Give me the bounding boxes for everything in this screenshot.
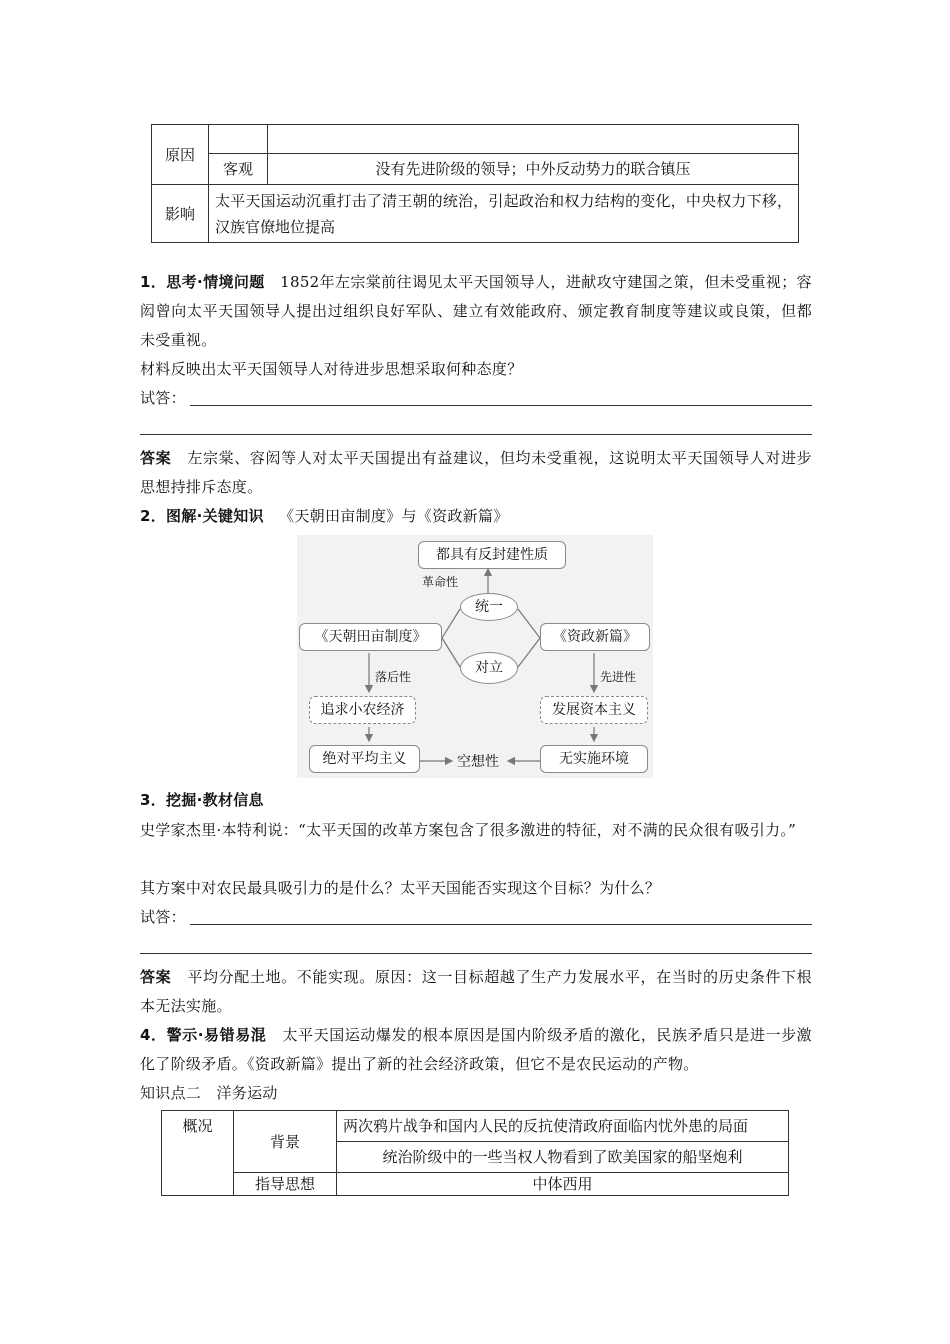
- impact-text: 太平天国运动沉重打击了清王朝的统治，引起政治和权力结构的变化，中央权力下移，汉族官僚地位提高: [209, 185, 799, 243]
- label-advanced: 先进性: [600, 670, 637, 684]
- line-right-to-opposition: [518, 638, 540, 667]
- q1-answer-line-1[interactable]: [190, 405, 812, 406]
- line-right-to-unity: [518, 609, 540, 638]
- box-zizheng: 《资政新篇》: [540, 623, 650, 651]
- q4-number: 4．: [140, 1026, 167, 1044]
- q3-answer-label: 答案: [140, 968, 172, 986]
- objective-text: 没有先进阶级的领导；中外反动势力的联合镇压: [268, 154, 799, 185]
- q1-answer-label: 答案: [140, 449, 172, 467]
- q4-paragraph: [140, 1021, 812, 1079]
- empty-cell: [209, 125, 268, 154]
- q3-heading: [140, 786, 812, 815]
- q2-heading: [140, 502, 812, 531]
- q1-answer: [140, 444, 812, 502]
- background-text-2: 统治阶级中的一些当权人物看到了欧美国家的船坚炮利: [337, 1142, 789, 1173]
- cause-label: 原因: [152, 125, 209, 185]
- q1-answer-text: 左宗棠、容闳等人对太平天国提出有益建议，但均未受重视，这说明太平天国领导人对进步思想持排斥态度。: [140, 449, 812, 496]
- empty-cell: [268, 125, 799, 154]
- q3-question: 其方案中对农民最具吸引力的是什么？太平天国能否实现这个目标？为什么？: [140, 879, 661, 897]
- table-westernization: [161, 1110, 789, 1196]
- objective-label: 客观: [209, 154, 268, 185]
- label-backward: 落后性: [375, 670, 412, 684]
- q4-body: 太平天国运动爆发的根本原因是国内阶级矛盾的激化，民族矛盾只是进一步激化了阶级矛盾。《资政新篇》提出了新的社会经济政策，但它不是农民运动的产物。: [140, 1026, 812, 1073]
- box-small-farmer: 追求小农经济: [309, 696, 416, 724]
- impact-label: 影响: [152, 185, 209, 243]
- box-tianchao: 《天朝田亩制度》: [299, 623, 442, 651]
- line-left-to-opposition: [442, 638, 460, 667]
- section2-title: 知识点二 洋务运动: [140, 1084, 278, 1102]
- q1-answer-line-2[interactable]: [140, 434, 812, 435]
- line-left-to-unity: [442, 609, 460, 638]
- box-egalitarian: 绝对平均主义: [309, 745, 420, 773]
- q3-answer-text: 平均分配土地。不能实现。原因：这一目标超越了生产力发展水平，在当时的历史条件下根本无法实施。: [140, 968, 812, 1015]
- q2-title: 图解·关键知识: [166, 507, 264, 525]
- q3-try-label: 试答：: [140, 908, 186, 926]
- q1-question: 材料反映出太平天国领导人对待进步思想采取何种态度？: [140, 360, 523, 378]
- q3-answer-line-1[interactable]: [190, 924, 812, 925]
- oval-opposition: 对立: [460, 652, 518, 684]
- table-taiping-summary: [151, 124, 799, 243]
- q1-title: 思考·情境问题: [166, 273, 265, 291]
- guide-label: 指导思想: [234, 1173, 337, 1196]
- q1-try-label: 试答：: [140, 389, 186, 407]
- q3-answer-line-2[interactable]: [140, 953, 812, 954]
- comparison-diagram: [297, 535, 653, 778]
- box-capitalism: 发展资本主义: [540, 696, 648, 724]
- q1-paragraph: [140, 268, 812, 355]
- box-anti-feudal: 都具有反封建性质: [418, 541, 566, 569]
- background-label: 背景: [234, 1111, 337, 1173]
- background-text-1: 两次鸦片战争和国内人民的反抗使清政府面临内忧外患的局面: [337, 1111, 789, 1142]
- guide-value: 中体西用: [337, 1173, 789, 1196]
- q3-answer: [140, 963, 812, 1021]
- box-no-environment: 无实施环境: [540, 745, 648, 773]
- q3-quote: 史学家杰里·本特利说：“太平天国的改革方案包含了很多激进的特征，对不满的民众很有吸引力。”: [140, 821, 797, 839]
- label-revolutionary: 革命性: [422, 575, 459, 589]
- q2-number: 2．: [140, 507, 167, 525]
- q3-number: 3．: [140, 791, 167, 809]
- q4-title: 警示·易错易混: [166, 1026, 267, 1044]
- q1-body: 1852年左宗棠前往谒见太平天国领导人，进献攻守建国之策，但未受重视；容闳曾向太平天国领导人提出过组织良好军队、建立有效能政府、颁定教育制度等建议或良策，但都未受重视。: [140, 273, 812, 349]
- overview-label: 概况: [162, 1111, 234, 1196]
- label-utopian: 空想性: [457, 754, 499, 770]
- q3-title: 挖掘·教材信息: [166, 791, 264, 809]
- oval-unity: 统一: [460, 593, 518, 621]
- q2-subtitle: 《天朝田亩制度》与《资政新篇》: [279, 507, 509, 525]
- q1-number: 1．: [140, 273, 167, 291]
